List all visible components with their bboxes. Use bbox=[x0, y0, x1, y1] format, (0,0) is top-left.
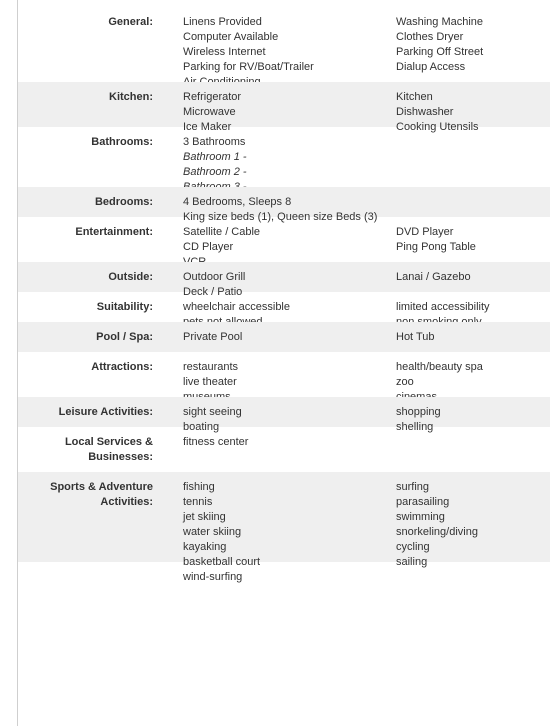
amenity-item: Computer Available bbox=[183, 31, 279, 43]
amenity-item: water skiing bbox=[183, 526, 242, 538]
amenity-item: parasailing bbox=[396, 496, 450, 508]
amenity-item: Hot Tub bbox=[396, 331, 435, 343]
amenity-item: shopping bbox=[396, 406, 441, 418]
amenity-item: fishing bbox=[183, 481, 215, 493]
amenity-item: Bathroom 2 - bbox=[183, 166, 247, 178]
amenity-column-left bbox=[183, 435, 248, 450]
amenity-item: Dishwasher bbox=[396, 106, 454, 118]
amenity-item: Ice Maker bbox=[183, 121, 232, 133]
amenity-row bbox=[18, 82, 550, 133]
amenity-item: fitness center bbox=[183, 436, 249, 448]
amenity-item: Parking for RV/Boat/Trailer bbox=[183, 61, 314, 73]
amenity-category-label: Leisure Activities: bbox=[58, 406, 153, 418]
amenity-item: sight seeing bbox=[183, 406, 242, 418]
amenity-item: limited accessibility bbox=[396, 301, 490, 313]
amenity-category-label: General: bbox=[108, 16, 153, 28]
amenity-category-label: Attractions: bbox=[91, 361, 153, 373]
amenity-item: Ping Pong Table bbox=[396, 241, 476, 253]
amenity-category-label: Bathrooms: bbox=[91, 136, 153, 148]
amenity-item: Refrigerator bbox=[183, 91, 242, 103]
amenity-item: Wireless Internet bbox=[183, 46, 266, 58]
amenity-column-left bbox=[183, 330, 242, 345]
amenity-item: King size beds (1), Queen size Beds (3) bbox=[183, 211, 378, 223]
amenity-column-right bbox=[396, 270, 471, 285]
amenity-item: CD Player bbox=[183, 241, 234, 253]
amenity-item: boating bbox=[183, 421, 220, 433]
amenity-row bbox=[18, 352, 550, 397]
amenity-item: Washing Machine bbox=[396, 16, 484, 28]
amenity-row bbox=[18, 187, 550, 223]
amenity-item: Parking Off Street bbox=[396, 46, 484, 58]
amenity-item: 4 Bedrooms, Sleeps 8 bbox=[183, 196, 292, 208]
amenity-category-label: Suitability: bbox=[96, 301, 153, 313]
amenity-category-label: Sports & Adventure Activities: bbox=[50, 481, 153, 508]
amenity-item: Bathroom 1 - bbox=[183, 151, 247, 163]
amenity-row bbox=[18, 127, 550, 187]
amenity-row bbox=[18, 262, 550, 298]
amenity-item: cycling bbox=[396, 541, 430, 553]
amenity-column-left bbox=[183, 480, 260, 585]
amenity-item: 3 Bathrooms bbox=[183, 136, 246, 148]
amenity-item: Satellite / Cable bbox=[183, 226, 261, 238]
amenity-category-label: Kitchen: bbox=[109, 91, 153, 103]
amenity-item: snorkeling/diving bbox=[396, 526, 478, 538]
amenity-item: Microwave bbox=[183, 106, 236, 118]
amenity-item: Lanai / Gazebo bbox=[396, 271, 471, 283]
amenity-item: health/beauty spa bbox=[396, 361, 483, 373]
amenity-category-label: Entertainment: bbox=[75, 226, 153, 238]
amenity-item: Dialup Access bbox=[396, 61, 466, 73]
amenity-item: surfing bbox=[396, 481, 430, 493]
amenity-item: DVD Player bbox=[396, 226, 454, 238]
amenity-column-right bbox=[396, 15, 483, 75]
amenity-category-label: Bedrooms: bbox=[94, 196, 153, 208]
amenity-item: shelling bbox=[396, 421, 434, 433]
amenity-item: live theater bbox=[183, 376, 237, 388]
amenity-item: Kitchen bbox=[396, 91, 433, 103]
amenity-item: restaurants bbox=[183, 361, 239, 373]
amenity-row bbox=[18, 472, 550, 583]
amenity-column-left bbox=[183, 15, 314, 90]
amenity-column-right bbox=[396, 480, 478, 570]
amenity-item: Private Pool bbox=[183, 331, 243, 343]
amenity-row bbox=[18, 292, 550, 322]
amenity-row bbox=[18, 217, 550, 262]
amenity-item: wheelchair accessible bbox=[183, 301, 290, 313]
amenity-item: Cooking Utensils bbox=[396, 121, 479, 133]
amenity-column-right bbox=[396, 330, 435, 345]
amenity-category-label: Outside: bbox=[108, 271, 153, 283]
amenity-item: Outdoor Grill bbox=[183, 271, 246, 283]
amenity-row bbox=[18, 397, 550, 433]
amenity-item: Linens Provided bbox=[183, 16, 262, 28]
amenity-item: kayaking bbox=[183, 541, 227, 553]
amenity-item: Clothes Dryer bbox=[396, 31, 464, 43]
amenity-item: wind-surfing bbox=[183, 571, 243, 583]
amenity-item: zoo bbox=[396, 376, 414, 388]
amenity-item: swimming bbox=[396, 511, 445, 523]
amenity-item: tennis bbox=[183, 496, 213, 508]
amenity-category-label: Local Services & Businesses: bbox=[64, 436, 153, 463]
amenity-row bbox=[18, 322, 550, 352]
amenity-item: sailing bbox=[396, 556, 428, 568]
amenity-item: basketball court bbox=[183, 556, 261, 568]
amenity-row bbox=[18, 427, 550, 472]
amenity-item: Deck / Patio bbox=[183, 286, 243, 298]
amenity-column-left bbox=[183, 135, 247, 195]
amenity-row bbox=[18, 7, 550, 82]
amenities-table bbox=[18, 7, 550, 583]
amenity-item: jet skiing bbox=[183, 511, 226, 523]
amenity-category-label: Pool / Spa: bbox=[96, 331, 153, 343]
amenity-column-right bbox=[396, 225, 476, 255]
